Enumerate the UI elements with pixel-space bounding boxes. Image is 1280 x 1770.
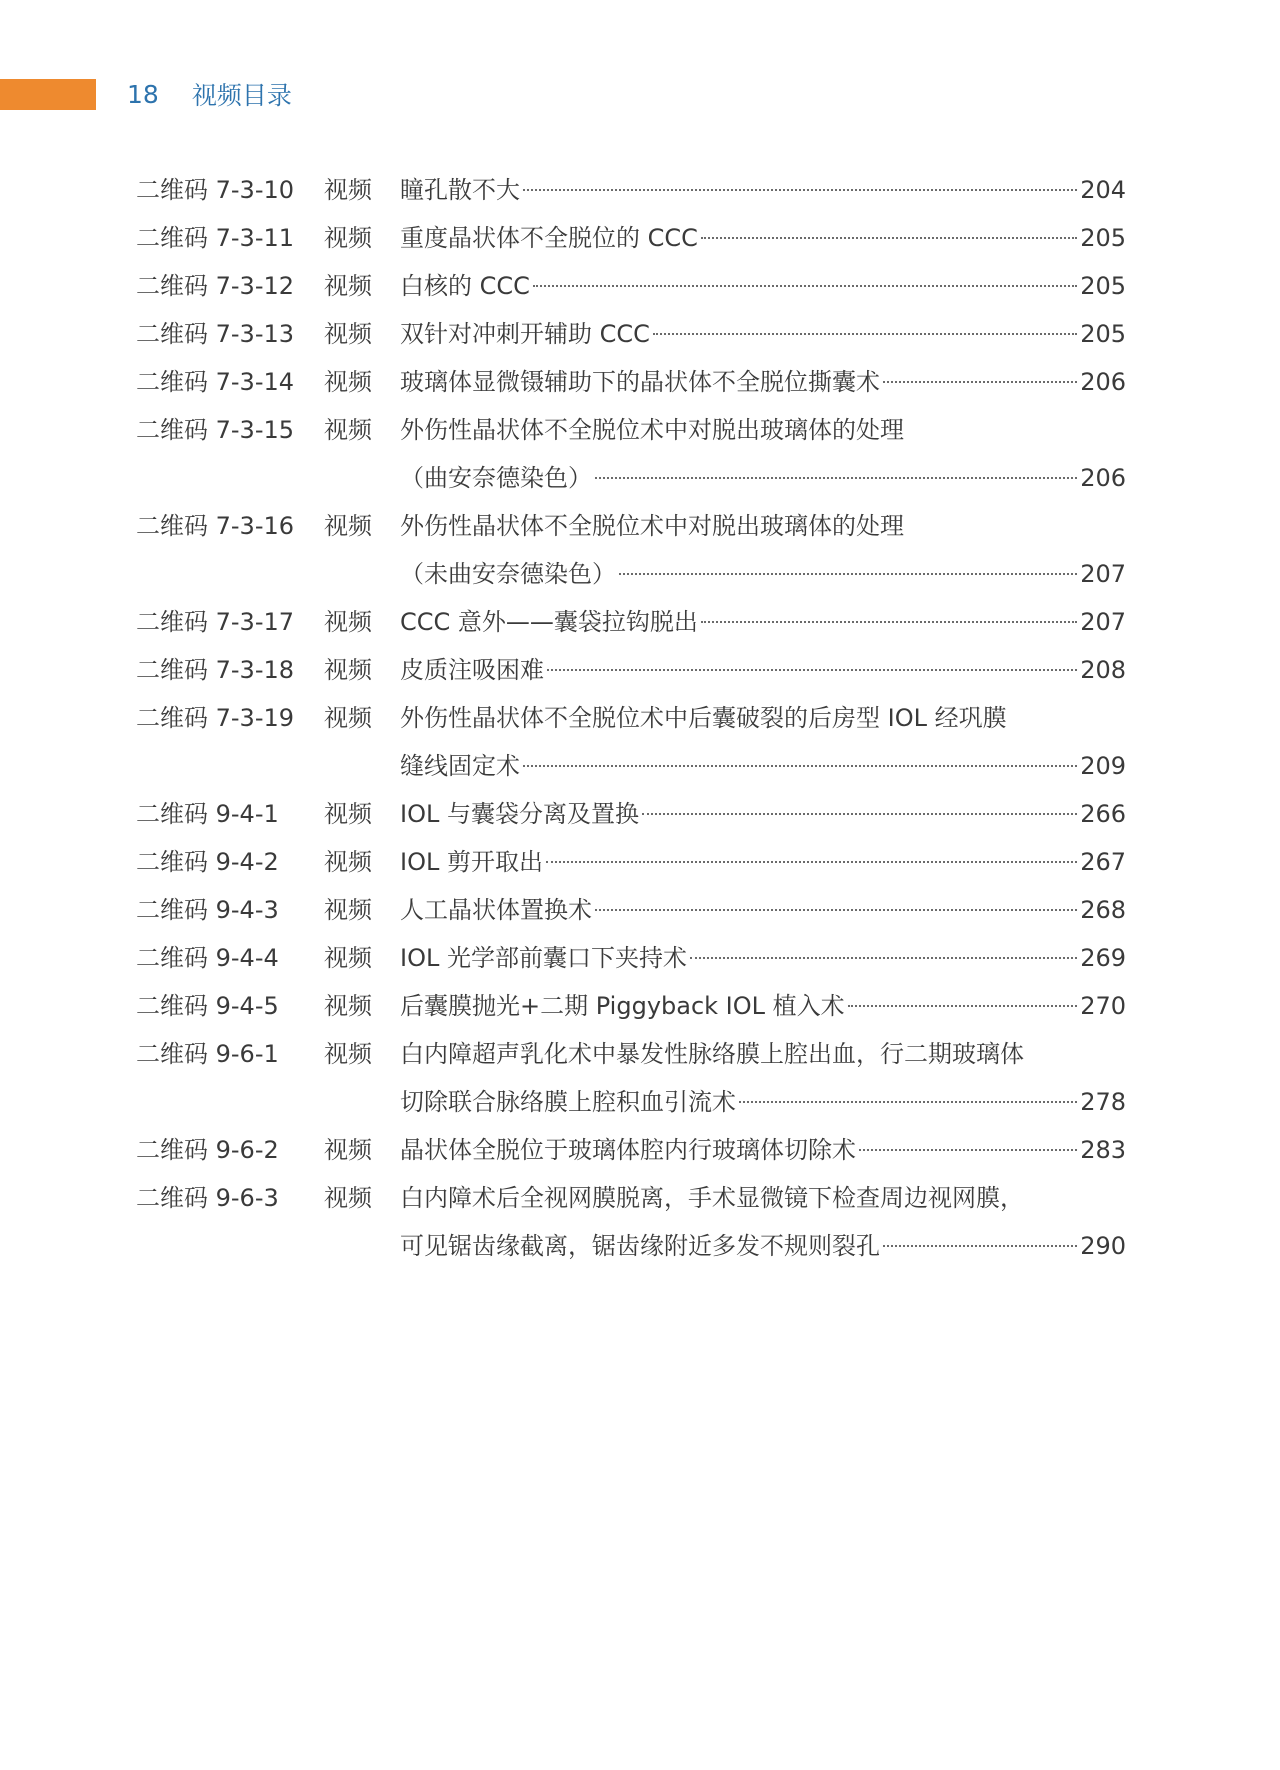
media-kind-label: 视频 bbox=[324, 848, 372, 876]
entry-title-container bbox=[400, 406, 1126, 454]
toc-entry-row[interactable] bbox=[136, 550, 1126, 598]
dot-leader bbox=[533, 285, 1077, 287]
media-kind-label: 视频 bbox=[324, 944, 372, 972]
media-kind-label: 视频 bbox=[324, 368, 372, 396]
entry-title-container bbox=[400, 214, 1126, 262]
entry-title-container bbox=[400, 646, 1126, 694]
qr-code-label: 二维码 7-3-16 bbox=[136, 512, 295, 540]
entry-title-container bbox=[400, 1078, 1126, 1126]
entry-page-number: 267 bbox=[1080, 848, 1126, 876]
toc-entry-row[interactable] bbox=[136, 454, 1126, 502]
media-kind-label: 视频 bbox=[324, 896, 372, 924]
qr-code-label: 二维码 7-3-12 bbox=[136, 272, 295, 300]
qr-code-label: 二维码 7-3-15 bbox=[136, 416, 295, 444]
entry-title-container bbox=[400, 502, 1126, 550]
header-accent-bar bbox=[0, 79, 96, 110]
entry-title-container bbox=[400, 1030, 1126, 1078]
entry-title-container bbox=[400, 310, 1126, 358]
entry-title-container bbox=[400, 598, 1126, 646]
entry-page-number: 270 bbox=[1080, 992, 1126, 1020]
dot-leader bbox=[595, 477, 1077, 479]
entry-title: 皮质注吸困难 bbox=[400, 656, 544, 684]
entry-title-container bbox=[400, 1126, 1126, 1174]
toc-entry-row[interactable] bbox=[136, 1078, 1126, 1126]
toc-entry-row[interactable] bbox=[136, 646, 1126, 694]
entry-page-number: 206 bbox=[1080, 368, 1126, 396]
toc-entry-row[interactable] bbox=[136, 982, 1126, 1030]
entry-title: 后囊膜抛光+二期 Piggyback IOL 植入术 bbox=[400, 992, 845, 1020]
media-kind-label: 视频 bbox=[324, 1040, 372, 1068]
entry-title-container bbox=[400, 934, 1126, 982]
entry-title-container bbox=[400, 1174, 1126, 1222]
entry-title: 切除联合脉络膜上腔积血引流术 bbox=[400, 1088, 736, 1116]
dot-leader bbox=[883, 381, 1077, 383]
toc-entry-row[interactable] bbox=[136, 214, 1126, 262]
toc-entry-row[interactable] bbox=[136, 406, 1126, 454]
entry-title: 缝线固定术 bbox=[400, 752, 520, 780]
dot-leader bbox=[523, 765, 1077, 767]
media-kind-label: 视频 bbox=[324, 608, 372, 636]
dot-leader bbox=[883, 1245, 1077, 1247]
media-kind-label: 视频 bbox=[324, 416, 372, 444]
entry-page-number: 205 bbox=[1080, 320, 1126, 348]
toc-entry-row[interactable] bbox=[136, 1222, 1126, 1270]
toc-entry-row[interactable] bbox=[136, 1174, 1126, 1222]
entry-page-number: 266 bbox=[1080, 800, 1126, 828]
entry-title: IOL 剪开取出 bbox=[400, 848, 543, 876]
page-number: 18 bbox=[127, 79, 159, 109]
toc-entry-row[interactable] bbox=[136, 934, 1126, 982]
entry-title: 白核的 CCC bbox=[400, 272, 530, 300]
entry-title-container bbox=[400, 838, 1126, 886]
entry-title: 双针对冲刺开辅助 CCC bbox=[400, 320, 650, 348]
toc-entry-row[interactable] bbox=[136, 166, 1126, 214]
dot-leader bbox=[701, 621, 1077, 623]
qr-code-label: 二维码 9-4-2 bbox=[136, 848, 279, 876]
entry-page-number: 268 bbox=[1080, 896, 1126, 924]
entry-page-number: 209 bbox=[1080, 752, 1126, 780]
dot-leader bbox=[546, 861, 1077, 863]
entry-title-container bbox=[400, 550, 1126, 598]
qr-code-label: 二维码 9-4-5 bbox=[136, 992, 279, 1020]
entry-title-container bbox=[400, 694, 1126, 742]
entry-title: 人工晶状体置换术 bbox=[400, 896, 592, 924]
toc-entry-row[interactable] bbox=[136, 694, 1126, 742]
qr-code-label: 二维码 9-6-3 bbox=[136, 1184, 279, 1212]
entry-title: 白内障术后全视网膜脱离，手术显微镜下检查周边视网膜， bbox=[400, 1184, 1024, 1212]
qr-code-label: 二维码 7-3-14 bbox=[136, 368, 295, 396]
qr-code-label: 二维码 7-3-11 bbox=[136, 224, 295, 252]
entry-title: （未曲安奈德染色） bbox=[400, 560, 616, 588]
entry-title: 重度晶状体不全脱位的 CCC bbox=[400, 224, 698, 252]
entry-page-number: 283 bbox=[1080, 1136, 1126, 1164]
dot-leader bbox=[595, 909, 1077, 911]
entry-title: （曲安奈德染色） bbox=[400, 464, 592, 492]
dot-leader bbox=[739, 1101, 1077, 1103]
media-kind-label: 视频 bbox=[324, 512, 372, 540]
entry-page-number: 206 bbox=[1080, 464, 1126, 492]
entry-title: IOL 光学部前囊口下夹持术 bbox=[400, 944, 687, 972]
qr-code-label: 二维码 9-6-2 bbox=[136, 1136, 279, 1164]
entry-page-number: 208 bbox=[1080, 656, 1126, 684]
toc-entry-row[interactable] bbox=[136, 838, 1126, 886]
dot-leader bbox=[547, 669, 1077, 671]
entry-title-container bbox=[400, 982, 1126, 1030]
entry-page-number: 205 bbox=[1080, 224, 1126, 252]
qr-code-label: 二维码 7-3-13 bbox=[136, 320, 295, 348]
entry-page-number: 204 bbox=[1080, 176, 1126, 204]
dot-leader bbox=[642, 813, 1077, 815]
toc-entry-row[interactable] bbox=[136, 790, 1126, 838]
media-kind-label: 视频 bbox=[324, 656, 372, 684]
qr-code-label: 二维码 7-3-17 bbox=[136, 608, 295, 636]
entry-title: IOL 与囊袋分离及置换 bbox=[400, 800, 639, 828]
qr-code-label: 二维码 9-6-1 bbox=[136, 1040, 279, 1068]
media-kind-label: 视频 bbox=[324, 272, 372, 300]
entry-title-container bbox=[400, 886, 1126, 934]
entry-title: 外伤性晶状体不全脱位术中对脱出玻璃体的处理 bbox=[400, 512, 904, 540]
entry-page-number: 207 bbox=[1080, 608, 1126, 636]
entry-title: 白内障超声乳化术中暴发性脉络膜上腔出血，行二期玻璃体 bbox=[400, 1040, 1024, 1068]
entry-title-container bbox=[400, 262, 1126, 310]
entry-title-container bbox=[400, 742, 1126, 790]
dot-leader bbox=[701, 237, 1077, 239]
entry-page-number: 278 bbox=[1080, 1088, 1126, 1116]
entry-title-container bbox=[400, 790, 1126, 838]
toc-entry-row[interactable] bbox=[136, 886, 1126, 934]
toc-entry-row[interactable] bbox=[136, 262, 1126, 310]
entry-title-container bbox=[400, 454, 1126, 502]
entry-title-container bbox=[400, 166, 1126, 214]
qr-code-label: 二维码 7-3-10 bbox=[136, 176, 295, 204]
entry-page-number: 207 bbox=[1080, 560, 1126, 588]
dot-leader bbox=[523, 189, 1077, 191]
qr-code-label: 二维码 9-4-1 bbox=[136, 800, 279, 828]
media-kind-label: 视频 bbox=[324, 224, 372, 252]
toc-entry-row[interactable] bbox=[136, 310, 1126, 358]
media-kind-label: 视频 bbox=[324, 1184, 372, 1212]
qr-code-label: 二维码 9-4-4 bbox=[136, 944, 279, 972]
dot-leader bbox=[653, 333, 1077, 335]
dot-leader bbox=[859, 1149, 1077, 1151]
qr-code-label: 二维码 7-3-18 bbox=[136, 656, 295, 684]
page-header bbox=[127, 74, 292, 114]
entry-title: 可见锯齿缘截离，锯齿缘附近多发不规则裂孔 bbox=[400, 1232, 880, 1260]
entry-title: 外伤性晶状体不全脱位术中后囊破裂的后房型 IOL 经巩膜 bbox=[400, 704, 1007, 732]
toc-entry-row[interactable] bbox=[136, 358, 1126, 406]
section-title: 视频目录 bbox=[191, 81, 292, 110]
entry-title: 外伤性晶状体不全脱位术中对脱出玻璃体的处理 bbox=[400, 416, 904, 444]
entry-title: 瞳孔散不大 bbox=[400, 176, 520, 204]
qr-code-label: 二维码 9-4-3 bbox=[136, 896, 279, 924]
entry-page-number: 290 bbox=[1080, 1232, 1126, 1260]
entry-title: CCC 意外——囊袋拉钩脱出 bbox=[400, 608, 698, 636]
dot-leader bbox=[848, 1005, 1078, 1007]
dot-leader bbox=[619, 573, 1077, 575]
media-kind-label: 视频 bbox=[324, 704, 372, 732]
entry-title: 晶状体全脱位于玻璃体腔内行玻璃体切除术 bbox=[400, 1136, 856, 1164]
video-toc-list bbox=[136, 166, 1126, 1270]
dot-leader bbox=[690, 957, 1077, 959]
entry-page-number: 205 bbox=[1080, 272, 1126, 300]
toc-entry-row[interactable] bbox=[136, 1126, 1126, 1174]
entry-title-container bbox=[400, 358, 1126, 406]
entry-page-number: 269 bbox=[1080, 944, 1126, 972]
media-kind-label: 视频 bbox=[324, 800, 372, 828]
toc-entry-row[interactable] bbox=[136, 742, 1126, 790]
entry-title: 玻璃体显微镊辅助下的晶状体不全脱位撕囊术 bbox=[400, 368, 880, 396]
media-kind-label: 视频 bbox=[324, 176, 372, 204]
media-kind-label: 视频 bbox=[324, 320, 372, 348]
toc-entry-row[interactable] bbox=[136, 598, 1126, 646]
media-kind-label: 视频 bbox=[324, 992, 372, 1020]
toc-entry-row[interactable] bbox=[136, 502, 1126, 550]
toc-entry-row[interactable] bbox=[136, 1030, 1126, 1078]
media-kind-label: 视频 bbox=[324, 1136, 372, 1164]
entry-title-container bbox=[400, 1222, 1126, 1270]
qr-code-label: 二维码 7-3-19 bbox=[136, 704, 295, 732]
